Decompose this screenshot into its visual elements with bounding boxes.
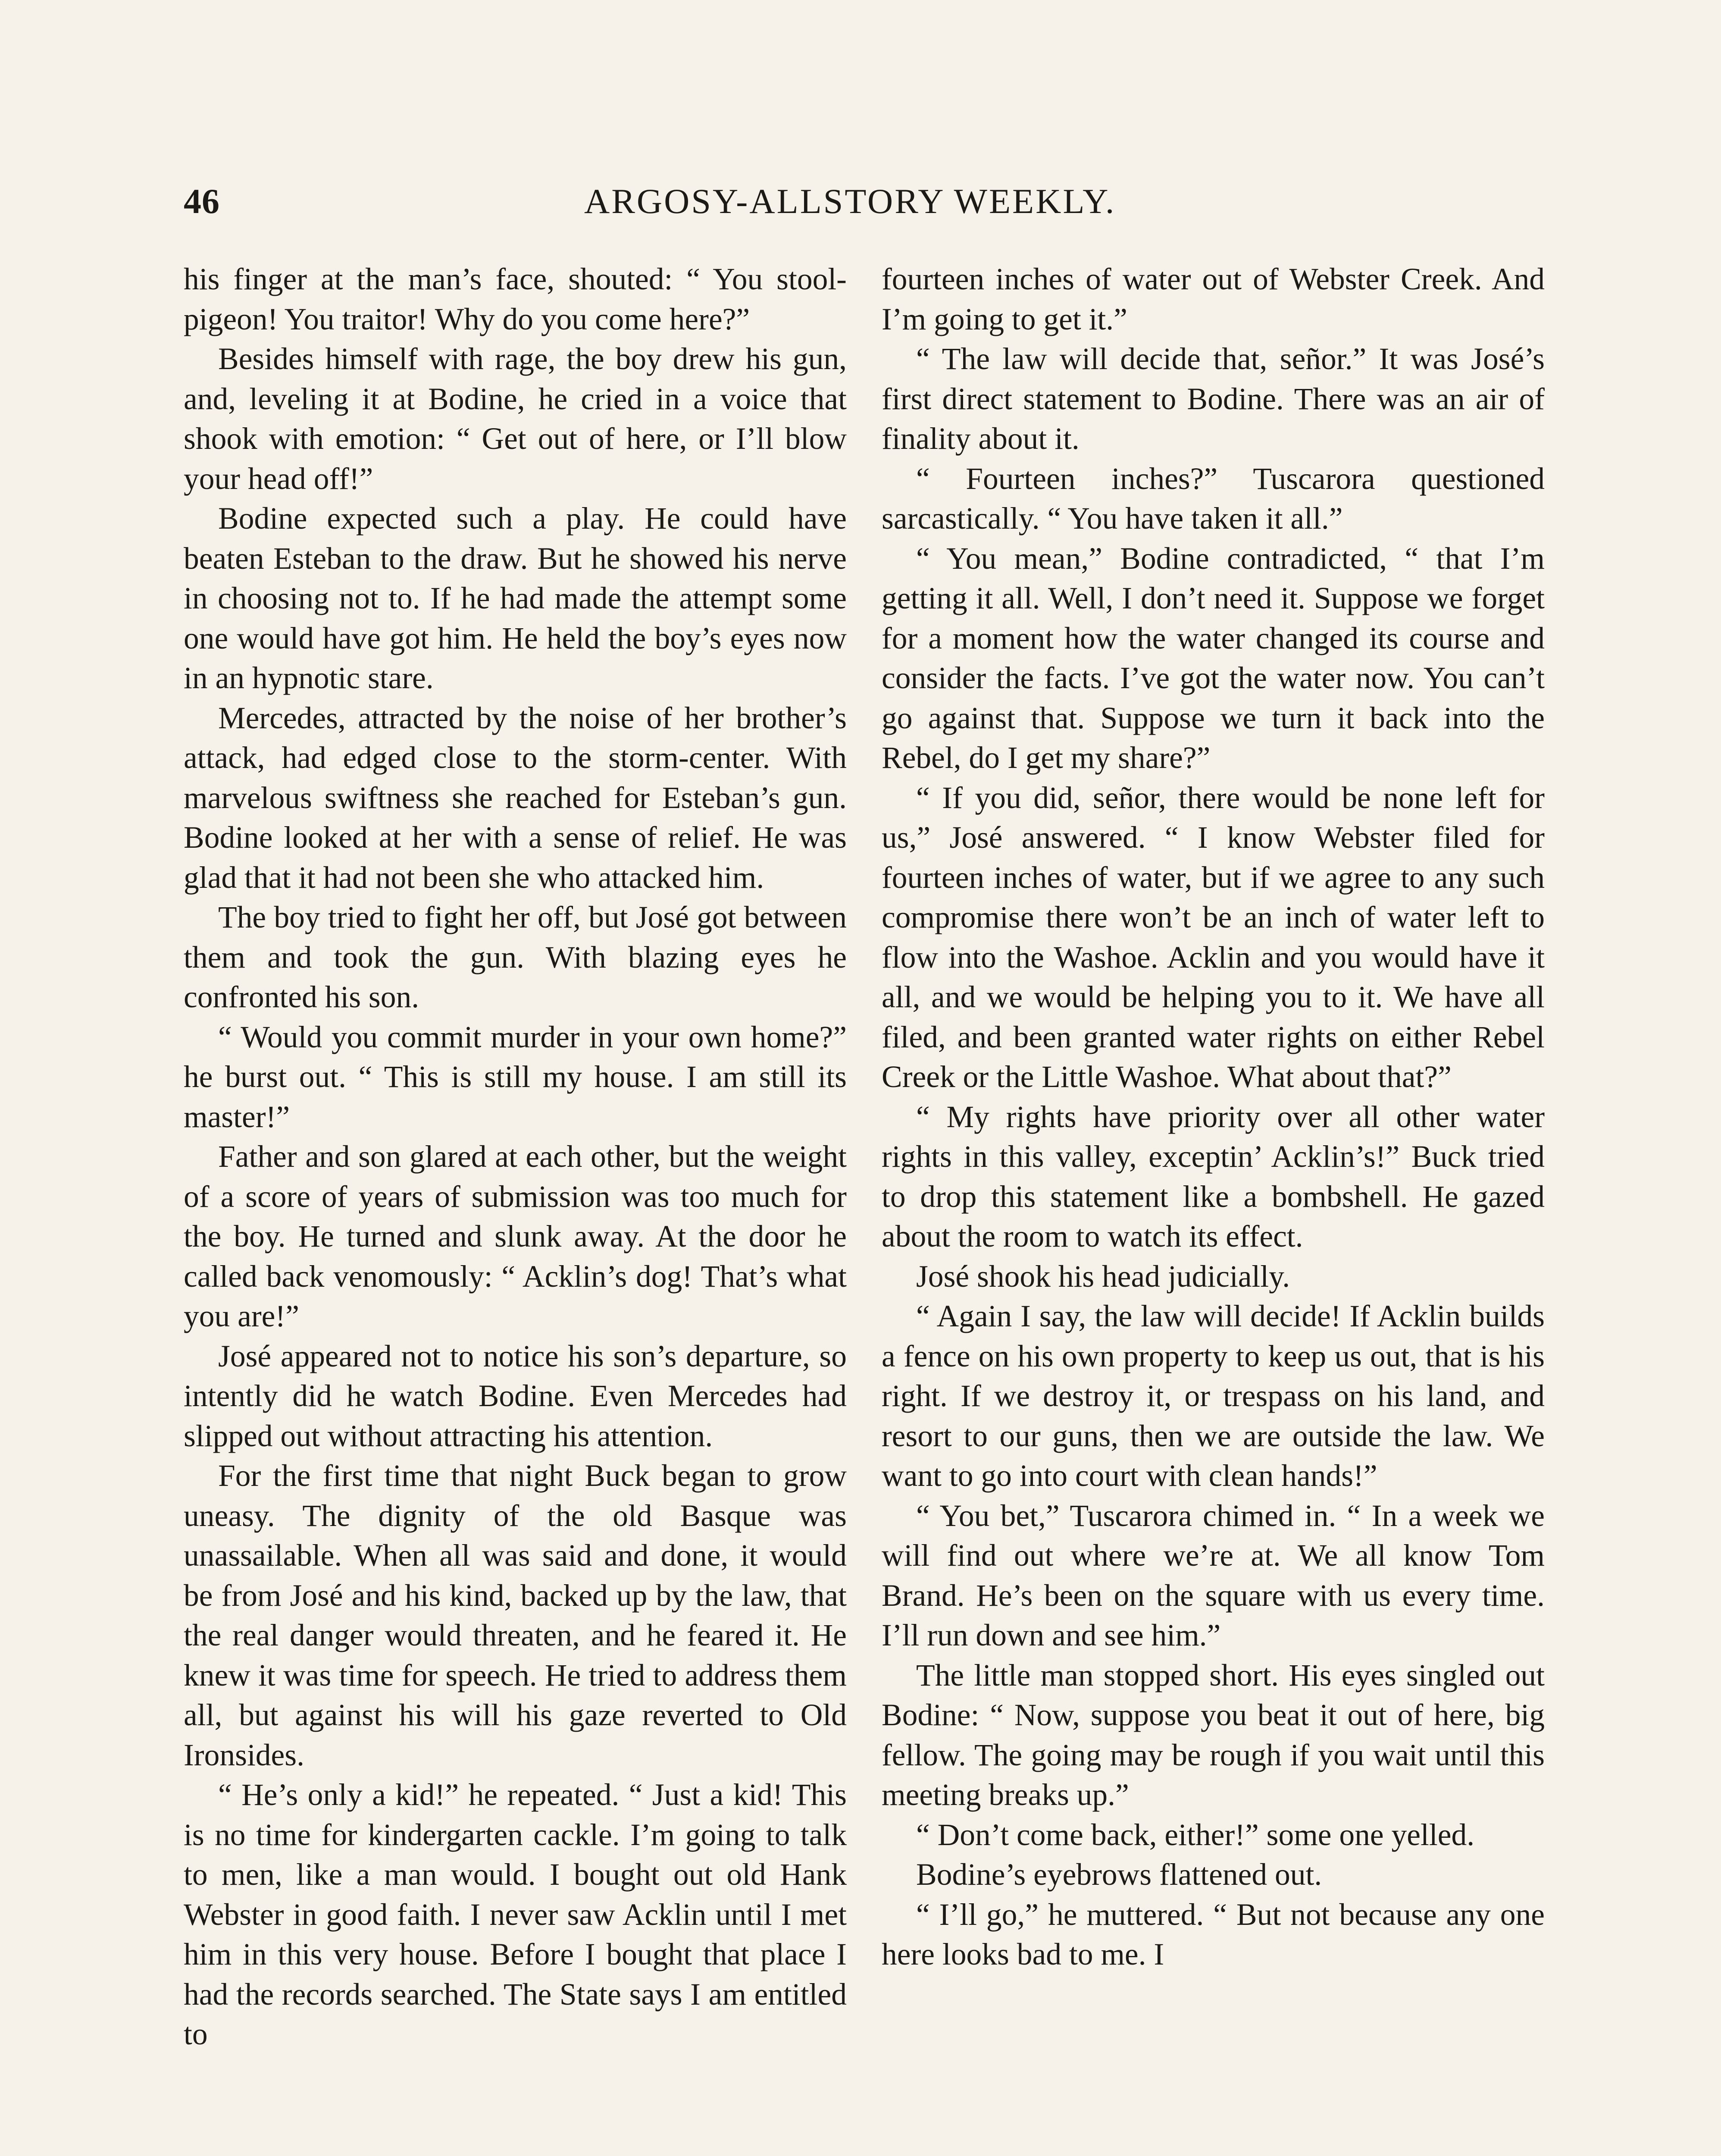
paragraph: “ Again I say, the law will decide! If Acklin builds a fence on his own property to keep us out, that is his right. If we destroy it, or trespass on his land, and resort to our guns, then we are outside the law. We want to go into court with clean hands!” [882,1299,1545,1493]
paragraph: Bodine’s eyebrows flattened out. [916,1858,1322,1892]
paragraph: “ The law will decide that, señor.” It was José’s first direct statement to Bodine. There was an air of finality about it. [882,342,1545,456]
paragraph: “ You bet,” Tuscarora chimed in. “ In a week we will find out where we’re at. We all know Tom Brand. He’s been on the square with us every time. I’ll run down and see him.” [882,1498,1545,1652]
paragraph: “ If you did, señor, there would be none left for us,” José answered. “ I know Webster filed for fourteen inches of water, but if we agree to any such compromise there won’t be an inch of water left to flow into the Washoe. Acklin and you would have it all, and we would be helping you to it. We have all filed, and been granted water rights on either Rebel Creek or the Little Washoe. What about that?” [882,780,1545,1094]
paragraph: “ You mean,” Bodine contradicted, “ that I’m getting it all. Well, I don’t need it. Suppose we forget for a moment how the water changed its course and consider the facts. I’ve got the water now. You can’t go against that. Suppose we turn it back into the Rebel, do I get my share?” [882,541,1545,775]
paragraph: “ He’s only a kid!” he repeated. “ Just a kid! This is no time for kindergarten cackle. I’m going to talk to men, like a man would. I bought out old Hank Webster in good faith. I never saw Acklin until I met him in this very house. Before I bought that place I had the records searched. The State says I am entitled to [184,1778,847,2051]
paragraph: The little man stopped short. His eyes singled out Bodine: “ Now, suppose you beat it out of here, big fellow. The going may be rough if you wait until this meeting breaks up.” [882,1658,1545,1812]
paragraph: Mercedes, attracted by the noise of her brother’s attack, had edged close to the storm-center. With marvelous swiftness she reached for Esteban’s gun. Bodine looked at her with a sense of relief. He was glad that it had not been she who attacked him. [184,701,847,895]
page-number: 46 [184,182,220,221]
right-column [882,260,1545,1975]
left-column [184,260,847,2055]
paragraph: “ Would you commit murder in your own home?” he burst out. “ This is still my house. I am still its master!” [184,1020,847,1134]
paragraph: “ Fourteen inches?” Tuscarora questioned sarcastically. “ You have taken it all.” [882,461,1545,536]
paragraph: José appeared not to notice his son’s departure, so intently did he watch Bodine. Even Mercedes had slipped out without attracting his attention. [184,1339,847,1453]
paragraph: fourteen inches of water out of Webster Creek. And I’m going to get it.” [882,262,1545,336]
paragraph: his finger at the man’s face, shouted: “ You stool-pigeon! You traitor! Why do you come here?” [184,262,847,336]
paragraph: José shook his head judicially. [916,1259,1290,1294]
paragraph: The boy tried to fight her off, but José got between them and took the gun. With blazing eyes he confronted his son. [184,900,847,1014]
paragraph: Bodine expected such a play. He could have beaten Esteban to the draw. But he showed his nerve in choosing not to. If he had made the attempt some one would have got him. He held the boy’s eyes now in an hypnotic stare. [184,501,847,695]
paragraph: “ My rights have priority over all other water rights in this valley, exceptin’ Acklin’s!” Buck tried to drop this statement like a bombshell. He gazed about the room to watch its effect. [882,1100,1545,1253]
running-title: ARGOSY-ALLSTORY WEEKLY. [584,182,1116,221]
paragraph: Besides himself with rage, the boy drew his gun, and, leveling it at Bodine, he cried in a voice that shook with emotion: “ Get out of here, or I’ll blow your head off!” [184,342,847,496]
paragraph: “ I’ll go,” he muttered. “ But not because any one here looks bad to me. I [882,1897,1545,1971]
paragraph: For the first time that night Buck began to grow uneasy. The dignity of the old Basque was unassailable. When all was said and done, it would be from José and his kind, backed up by the law, that the real danger would threaten, and he feared it. He knew it was time for speech. He tried to address them all, but against his will his gaze reverted to Old Ironsides. [184,1459,847,1772]
paragraph: Father and son glared at each other, but the weight of a score of years of submission was too much for the boy. He turned and slunk away. At the door he called back venomously: “ Acklin’s dog! That’s what you are!” [184,1140,847,1333]
paragraph: “ Don’t come back, either!” some one yelled. [916,1818,1475,1852]
